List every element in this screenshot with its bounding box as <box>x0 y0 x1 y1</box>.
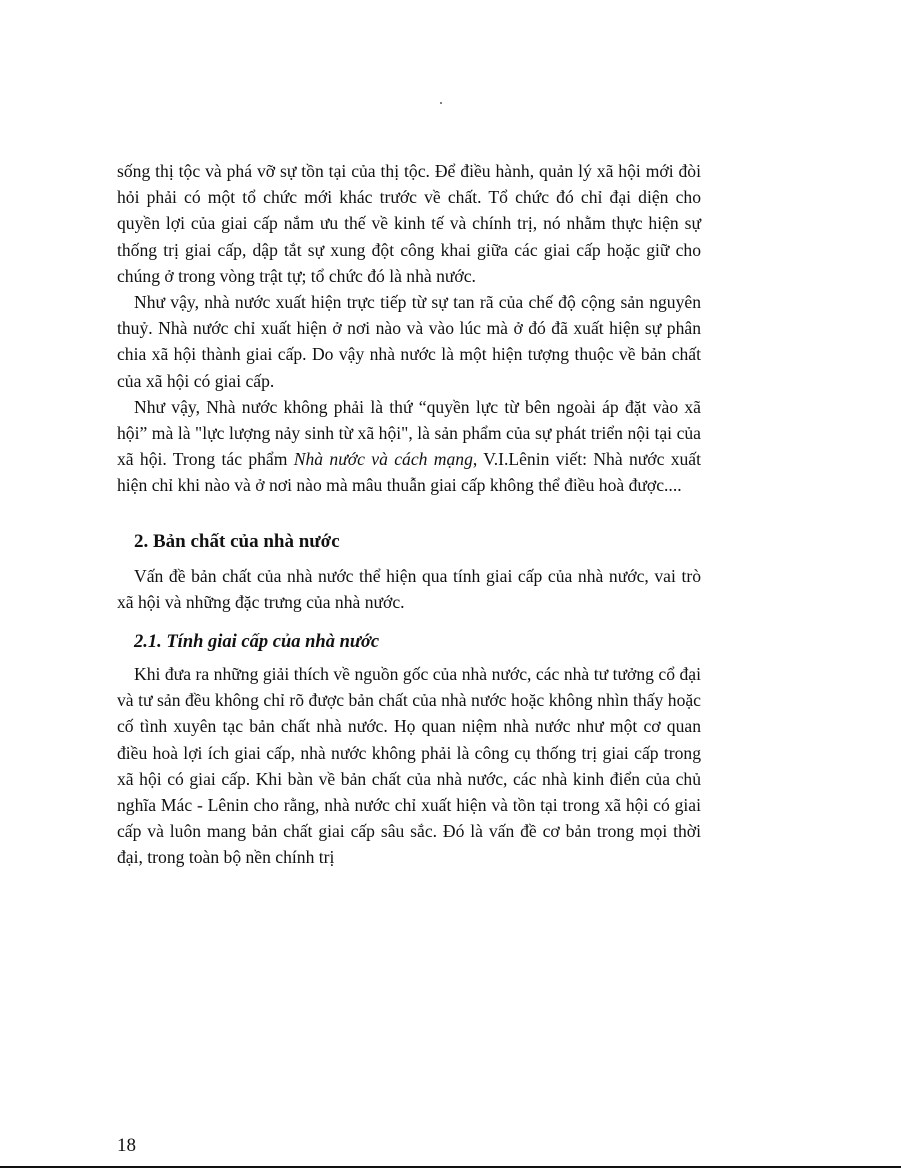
paragraph-lenin-quote-start: Như vậy, Nhà nước không phải là thứ “quyền lực từ bên ngoài áp đặt vào xã hội” mà là "lực lượng nảy sinh từ xã hội", là sản phẩm của sự phát triển nội tại của xã hội. Trong tác phẩm <box>117 396 701 470</box>
section-heading-state-nature: 2. Bản chất của nhà nước <box>134 530 340 552</box>
paragraph-class-character: Khi đưa ra những giải thích về nguồn gốc của nhà nước, các nhà tư tưởng cổ đại và tư sản đều không chỉ rõ được bản chất của nhà nước hoặc không nhìn thấy hoặc cố tình xuyên tạc bản chất nhà nước. Họ quan niệm nhà nước như một cơ quan điều hoà lợi ích giai cấp, nhà nước không phải là công cụ thống trị giai cấp trong xã hội có giai cấp. Khi bàn về bản chất của nhà nước, các nhà kinh điển của chủ nghĩa Mác - Lênin cho rằng, nhà nước chỉ xuất hiện và tồn tại trong xã hội có giai cấp và luôn mang bản chất giai cấp sâu sắc. Đó là vấn đề cơ bản trong mọi thời đại, trong toàn bộ nền chính trị <box>117 664 701 868</box>
paragraph-lenin-quote-end: , V.I.Lênin viết: Nhà nước xuất hiện chỉ khi nào và ở nơi nào mà mâu thuẫn giai cấp không thể điều hoà được.... <box>117 449 701 496</box>
paragraph-nature-intro: Vấn đề bản chất của nhà nước thể hiện qua tính giai cấp của nhà nước, vai trò xã hội và những đặc trưng của nhà nước. <box>117 565 701 612</box>
scan-speck <box>440 102 442 104</box>
paragraph-lenin-quote <box>117 394 701 499</box>
paragraph-state-emergence: Như vậy, nhà nước xuất hiện trực tiếp từ sự tan rã của chế độ cộng sản nguyên thuỷ. Nhà nước chỉ xuất hiện ở nơi nào và vào lúc mà ở đó đã xuất hiện sự phân chia xã hội thành giai cấp. Do vậy nhà nước là một hiện tượng thuộc về bản chất của xã hội có giai cấp. <box>117 292 701 391</box>
paragraph-state-origin: sống thị tộc và phá vỡ sự tồn tại của thị tộc. Để điều hành, quản lý xã hội mới đòi hỏi phải có một tổ chức mới khác trước về chất. Tổ chức đó chỉ đại diện cho quyền lợi của giai cấp nắm ưu thế về kinh tế và chính trị, nó nhằm thực hiện sự thống trị giai cấp, dập tắt sự xung đột công khai giữa các giai cấp hoặc giữ cho chúng ở trong vòng trật tự; tổ chức đó là nhà nước. <box>117 161 701 286</box>
page-content <box>117 158 701 871</box>
page-bottom-rule <box>0 1166 901 1168</box>
book-title-italic: Nhà nước và cách mạng <box>293 449 473 470</box>
page-number: 18 <box>117 1135 136 1156</box>
subsection-heading-class-character: 2.1. Tính giai cấp của nhà nước <box>134 632 380 653</box>
